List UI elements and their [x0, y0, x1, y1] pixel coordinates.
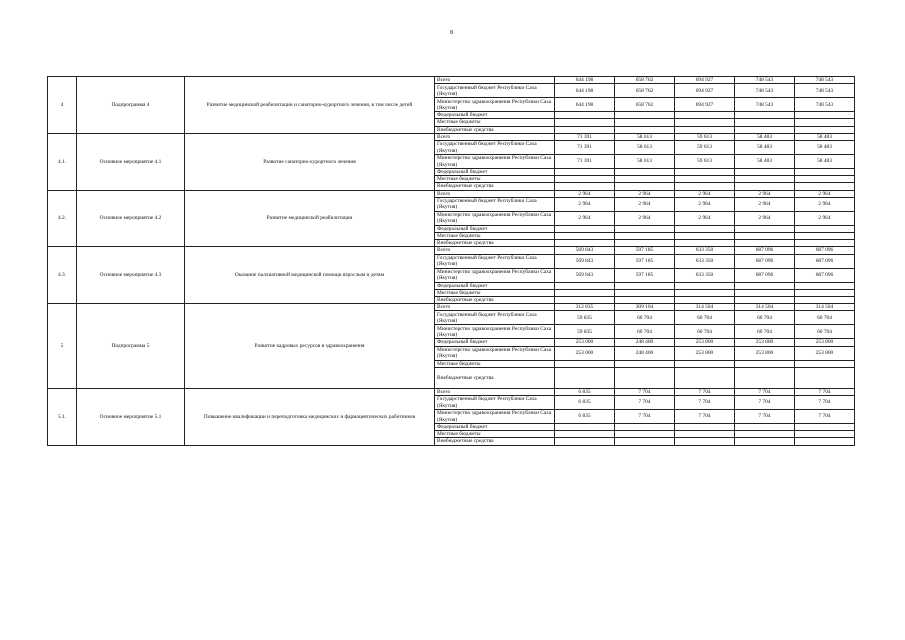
amount-cell	[795, 233, 855, 240]
amount-cell: 748 543	[735, 84, 795, 98]
funding-source: Всего	[435, 304, 555, 311]
funding-source: Всего	[435, 388, 555, 395]
funding-source: Министерство здравоохранения Республики Саха (Якутия)	[435, 268, 555, 282]
amount-cell	[555, 431, 615, 438]
amount-cell	[675, 282, 735, 289]
amount-cell: 2 964	[615, 197, 675, 211]
amount-cell: 6 835	[555, 388, 615, 395]
amount-cell	[555, 233, 615, 240]
amount-cell	[795, 183, 855, 190]
funding-source: Всего	[435, 133, 555, 140]
amount-cell: 60 704	[675, 311, 735, 325]
amount-cell	[675, 297, 735, 304]
funding-source: Всего	[435, 190, 555, 197]
amount-cell	[615, 367, 675, 388]
amount-cell: 253 800	[795, 346, 855, 360]
funding-source: Государственный бюджет Республики Саха (Якутия)	[435, 311, 555, 325]
amount-cell	[795, 176, 855, 183]
amount-cell: 569 843	[555, 268, 615, 282]
program-name: Основное мероприятие 4.1	[77, 133, 185, 190]
amount-cell: 248 400	[615, 346, 675, 360]
funding-source: Государственный бюджет Республики Саха (Якутия)	[435, 197, 555, 211]
amount-cell: 58 613	[615, 133, 675, 140]
row-number: 5.1.	[48, 388, 77, 445]
amount-cell: 633 350	[675, 254, 735, 268]
row-number: 5	[48, 304, 77, 389]
table-row	[48, 247, 855, 254]
amount-cell: 58 483	[735, 141, 795, 155]
program-name: Основное мероприятие 4.2	[77, 190, 185, 247]
amount-cell: 58 483	[795, 141, 855, 155]
amount-cell: 59 835	[555, 311, 615, 325]
amount-cell	[795, 424, 855, 431]
amount-cell	[615, 233, 675, 240]
amount-cell: 2 964	[675, 197, 735, 211]
amount-cell	[615, 424, 675, 431]
amount-cell: 60 704	[795, 311, 855, 325]
amount-cell: 687 096	[735, 247, 795, 254]
amount-cell: 2 964	[735, 190, 795, 197]
funding-source: Местные бюджеты	[435, 119, 555, 126]
amount-cell: 597 185	[615, 268, 675, 282]
amount-cell: 58 483	[735, 155, 795, 169]
funding-source: Местные бюджеты	[435, 431, 555, 438]
row-number: 4.1.	[48, 133, 77, 190]
amount-cell: 7 704	[795, 410, 855, 424]
program-name: Подпрограмма 4	[77, 77, 185, 134]
amount-cell: 644 198	[555, 98, 615, 112]
amount-cell: 7 704	[735, 388, 795, 395]
amount-cell: 2 964	[675, 211, 735, 225]
amount-cell: 7 704	[615, 410, 675, 424]
amount-cell: 58 483	[795, 155, 855, 169]
amount-cell: 633 350	[675, 268, 735, 282]
amount-cell: 312 835	[555, 304, 615, 311]
amount-cell	[555, 360, 615, 367]
amount-cell: 687 096	[735, 254, 795, 268]
amount-cell	[795, 367, 855, 388]
program-description: Повышение квалификации и переподготовка медицинских и фармацевтических работников	[185, 388, 435, 445]
amount-cell	[555, 169, 615, 176]
amount-cell	[615, 360, 675, 367]
amount-cell: 7 704	[675, 410, 735, 424]
amount-cell: 2 964	[555, 197, 615, 211]
funding-source: Государственный бюджет Республики Саха (Якутия)	[435, 254, 555, 268]
funding-source: Внебюджетные средства	[435, 438, 555, 445]
funding-source: Государственный бюджет Республики Саха (Якутия)	[435, 396, 555, 410]
amount-cell	[735, 240, 795, 247]
amount-cell: 597 185	[615, 254, 675, 268]
amount-cell: 748 543	[735, 98, 795, 112]
amount-cell	[795, 431, 855, 438]
amount-cell: 597 185	[615, 247, 675, 254]
amount-cell: 2 964	[615, 190, 675, 197]
amount-cell: 7 704	[675, 388, 735, 395]
amount-cell	[615, 169, 675, 176]
amount-cell: 60 704	[795, 325, 855, 339]
amount-cell	[795, 112, 855, 119]
funding-source: Федеральный бюджет	[435, 169, 555, 176]
program-name: Основное мероприятие 5.1	[77, 388, 185, 445]
amount-cell	[675, 176, 735, 183]
amount-cell	[735, 431, 795, 438]
amount-cell: 253 000	[555, 346, 615, 360]
amount-cell	[675, 289, 735, 296]
amount-cell: 569 843	[555, 247, 615, 254]
amount-cell: 658 762	[615, 77, 675, 84]
amount-cell: 694 927	[675, 77, 735, 84]
amount-cell: 2 964	[555, 190, 615, 197]
amount-cell	[555, 438, 615, 445]
amount-cell	[675, 126, 735, 133]
funding-source: Всего	[435, 247, 555, 254]
amount-cell	[555, 119, 615, 126]
amount-cell: 314 504	[675, 304, 735, 311]
amount-cell: 748 543	[795, 84, 855, 98]
amount-cell: 60 704	[615, 325, 675, 339]
amount-cell	[555, 225, 615, 232]
amount-cell	[735, 297, 795, 304]
amount-cell	[735, 176, 795, 183]
amount-cell: 59 613	[675, 141, 735, 155]
funding-source: Внебюджетные средства	[435, 367, 555, 388]
amount-cell	[555, 112, 615, 119]
amount-cell	[795, 289, 855, 296]
amount-cell	[675, 225, 735, 232]
funding-source: Внебюджетные средства	[435, 126, 555, 133]
amount-cell	[675, 112, 735, 119]
amount-cell	[735, 289, 795, 296]
amount-cell	[615, 438, 675, 445]
funding-source: Внебюджетные средства	[435, 297, 555, 304]
amount-cell	[615, 176, 675, 183]
amount-cell	[675, 360, 735, 367]
program-description: Оказание паллиативной медицинской помощи взрослым и детям	[185, 247, 435, 304]
row-number: 4	[48, 77, 77, 134]
amount-cell	[555, 297, 615, 304]
funding-source: Федеральный бюджет	[435, 424, 555, 431]
table-row	[48, 304, 855, 311]
amount-cell	[795, 282, 855, 289]
amount-cell	[735, 424, 795, 431]
amount-cell: 309 104	[615, 304, 675, 311]
amount-cell: 314 504	[795, 304, 855, 311]
amount-cell: 748 543	[735, 77, 795, 84]
funding-source: Местные бюджеты	[435, 289, 555, 296]
amount-cell: 644 198	[555, 77, 615, 84]
amount-cell: 2 964	[735, 211, 795, 225]
amount-cell: 314 504	[735, 304, 795, 311]
amount-cell	[615, 126, 675, 133]
funding-source: Местные бюджеты	[435, 360, 555, 367]
amount-cell: 58 613	[615, 155, 675, 169]
table-row	[48, 388, 855, 395]
amount-cell: 60 704	[675, 325, 735, 339]
amount-cell	[795, 297, 855, 304]
amount-cell	[555, 126, 615, 133]
amount-cell: 644 198	[555, 84, 615, 98]
amount-cell	[735, 126, 795, 133]
funding-source: Государственный бюджет Республики Саха (Якутия)	[435, 141, 555, 155]
amount-cell: 687 096	[795, 268, 855, 282]
program-description: Развитие санаторно-курортного лечения	[185, 133, 435, 190]
funding-source: Внебюджетные средства	[435, 183, 555, 190]
amount-cell	[795, 119, 855, 126]
funding-source: Министерство здравоохранения Республики Саха (Якутия)	[435, 155, 555, 169]
amount-cell: 658 762	[615, 84, 675, 98]
amount-cell	[675, 424, 735, 431]
amount-cell: 59 613	[675, 155, 735, 169]
amount-cell	[795, 126, 855, 133]
amount-cell: 60 704	[735, 325, 795, 339]
amount-cell	[735, 233, 795, 240]
amount-cell	[675, 119, 735, 126]
amount-cell: 7 704	[735, 410, 795, 424]
program-name: Подпрограмма 5	[77, 304, 185, 389]
amount-cell	[555, 183, 615, 190]
amount-cell	[735, 112, 795, 119]
amount-cell: 253 800	[795, 339, 855, 346]
amount-cell	[795, 360, 855, 367]
amount-cell	[735, 225, 795, 232]
amount-cell: 658 762	[615, 98, 675, 112]
amount-cell: 2 964	[795, 190, 855, 197]
program-description: Развитие медицинской реабилитации и санаторно-курортного лечения, в том числе детей	[185, 77, 435, 134]
amount-cell	[615, 225, 675, 232]
amount-cell	[615, 431, 675, 438]
amount-cell: 7 704	[795, 396, 855, 410]
amount-cell	[735, 119, 795, 126]
amount-cell: 2 964	[795, 197, 855, 211]
amount-cell: 58 613	[615, 141, 675, 155]
amount-cell: 253 800	[735, 339, 795, 346]
funding-source: Федеральный бюджет	[435, 112, 555, 119]
funding-source: Федеральный бюджет	[435, 282, 555, 289]
table-row	[48, 190, 855, 197]
amount-cell	[675, 233, 735, 240]
amount-cell: 7 704	[735, 396, 795, 410]
amount-cell: 248 400	[615, 339, 675, 346]
amount-cell: 2 964	[735, 197, 795, 211]
amount-cell	[735, 438, 795, 445]
amount-cell: 253 000	[555, 339, 615, 346]
amount-cell: 253 800	[675, 346, 735, 360]
amount-cell: 71 391	[555, 133, 615, 140]
program-description: Развитие медицинской реабилитации	[185, 190, 435, 247]
amount-cell	[735, 169, 795, 176]
amount-cell	[615, 289, 675, 296]
amount-cell: 7 704	[615, 396, 675, 410]
amount-cell	[795, 438, 855, 445]
amount-cell	[615, 297, 675, 304]
amount-cell: 2 964	[795, 211, 855, 225]
amount-cell	[675, 240, 735, 247]
amount-cell: 253 800	[735, 346, 795, 360]
funding-source: Федеральный бюджет	[435, 339, 555, 346]
amount-cell	[615, 183, 675, 190]
amount-cell: 6 835	[555, 410, 615, 424]
amount-cell: 687 096	[795, 254, 855, 268]
amount-cell: 2 964	[555, 211, 615, 225]
amount-cell: 7 704	[675, 396, 735, 410]
amount-cell: 633 350	[675, 247, 735, 254]
amount-cell	[675, 169, 735, 176]
amount-cell: 694 927	[675, 84, 735, 98]
amount-cell	[735, 367, 795, 388]
amount-cell	[735, 183, 795, 190]
amount-cell: 71 391	[555, 141, 615, 155]
amount-cell: 569 843	[555, 254, 615, 268]
row-number: 4.3.	[48, 247, 77, 304]
funding-source: Местные бюджеты	[435, 176, 555, 183]
amount-cell	[795, 225, 855, 232]
funding-source: Государственный бюджет Республики Саха (Якутия)	[435, 84, 555, 98]
amount-cell: 71 391	[555, 155, 615, 169]
amount-cell	[555, 240, 615, 247]
amount-cell	[675, 438, 735, 445]
page-number: 8	[450, 30, 453, 36]
amount-cell: 2 964	[675, 190, 735, 197]
amount-cell	[555, 289, 615, 296]
funding-source: Федеральный бюджет	[435, 225, 555, 232]
budget-table	[47, 76, 855, 446]
amount-cell: 59 835	[555, 325, 615, 339]
amount-cell: 687 096	[735, 268, 795, 282]
amount-cell: 59 613	[675, 133, 735, 140]
funding-source: Министерство здравоохранения Республики Саха (Якутия)	[435, 98, 555, 112]
amount-cell	[555, 282, 615, 289]
funding-source: Министерство здравоохранения Республики Саха (Якутия)	[435, 325, 555, 339]
amount-cell	[795, 169, 855, 176]
amount-cell: 2 964	[615, 211, 675, 225]
amount-cell	[555, 367, 615, 388]
amount-cell: 694 927	[675, 98, 735, 112]
program-description: Развитие кадровых ресурсов в здравоохранения	[185, 304, 435, 389]
table-row	[48, 77, 855, 84]
amount-cell	[555, 424, 615, 431]
funding-source: Министерство здравоохранения Республики Саха (Якутия)	[435, 346, 555, 360]
amount-cell	[615, 282, 675, 289]
amount-cell	[675, 431, 735, 438]
funding-source: Местные бюджеты	[435, 233, 555, 240]
amount-cell: 253 800	[675, 339, 735, 346]
amount-cell: 7 704	[795, 388, 855, 395]
funding-source: Министерство здравоохранения Республики Саха (Якутия)	[435, 211, 555, 225]
amount-cell	[735, 282, 795, 289]
amount-cell: 60 704	[615, 311, 675, 325]
amount-cell	[555, 176, 615, 183]
funding-source: Всего	[435, 77, 555, 84]
amount-cell	[795, 240, 855, 247]
amount-cell	[615, 112, 675, 119]
amount-cell	[735, 360, 795, 367]
funding-source: Внебюджетные средства	[435, 240, 555, 247]
amount-cell: 60 704	[735, 311, 795, 325]
amount-cell: 748 543	[795, 98, 855, 112]
amount-cell	[615, 119, 675, 126]
amount-cell	[675, 183, 735, 190]
amount-cell: 748 543	[795, 77, 855, 84]
row-number: 4.2.	[48, 190, 77, 247]
program-name: Основное мероприятие 4.3	[77, 247, 185, 304]
amount-cell: 58 483	[735, 133, 795, 140]
amount-cell: 7 704	[615, 388, 675, 395]
funding-source: Министерство здравоохранения Республики Саха (Якутия)	[435, 410, 555, 424]
amount-cell	[615, 240, 675, 247]
amount-cell: 58 483	[795, 133, 855, 140]
amount-cell: 687 096	[795, 247, 855, 254]
amount-cell: 6 835	[555, 396, 615, 410]
amount-cell	[675, 367, 735, 388]
table-row	[48, 133, 855, 140]
